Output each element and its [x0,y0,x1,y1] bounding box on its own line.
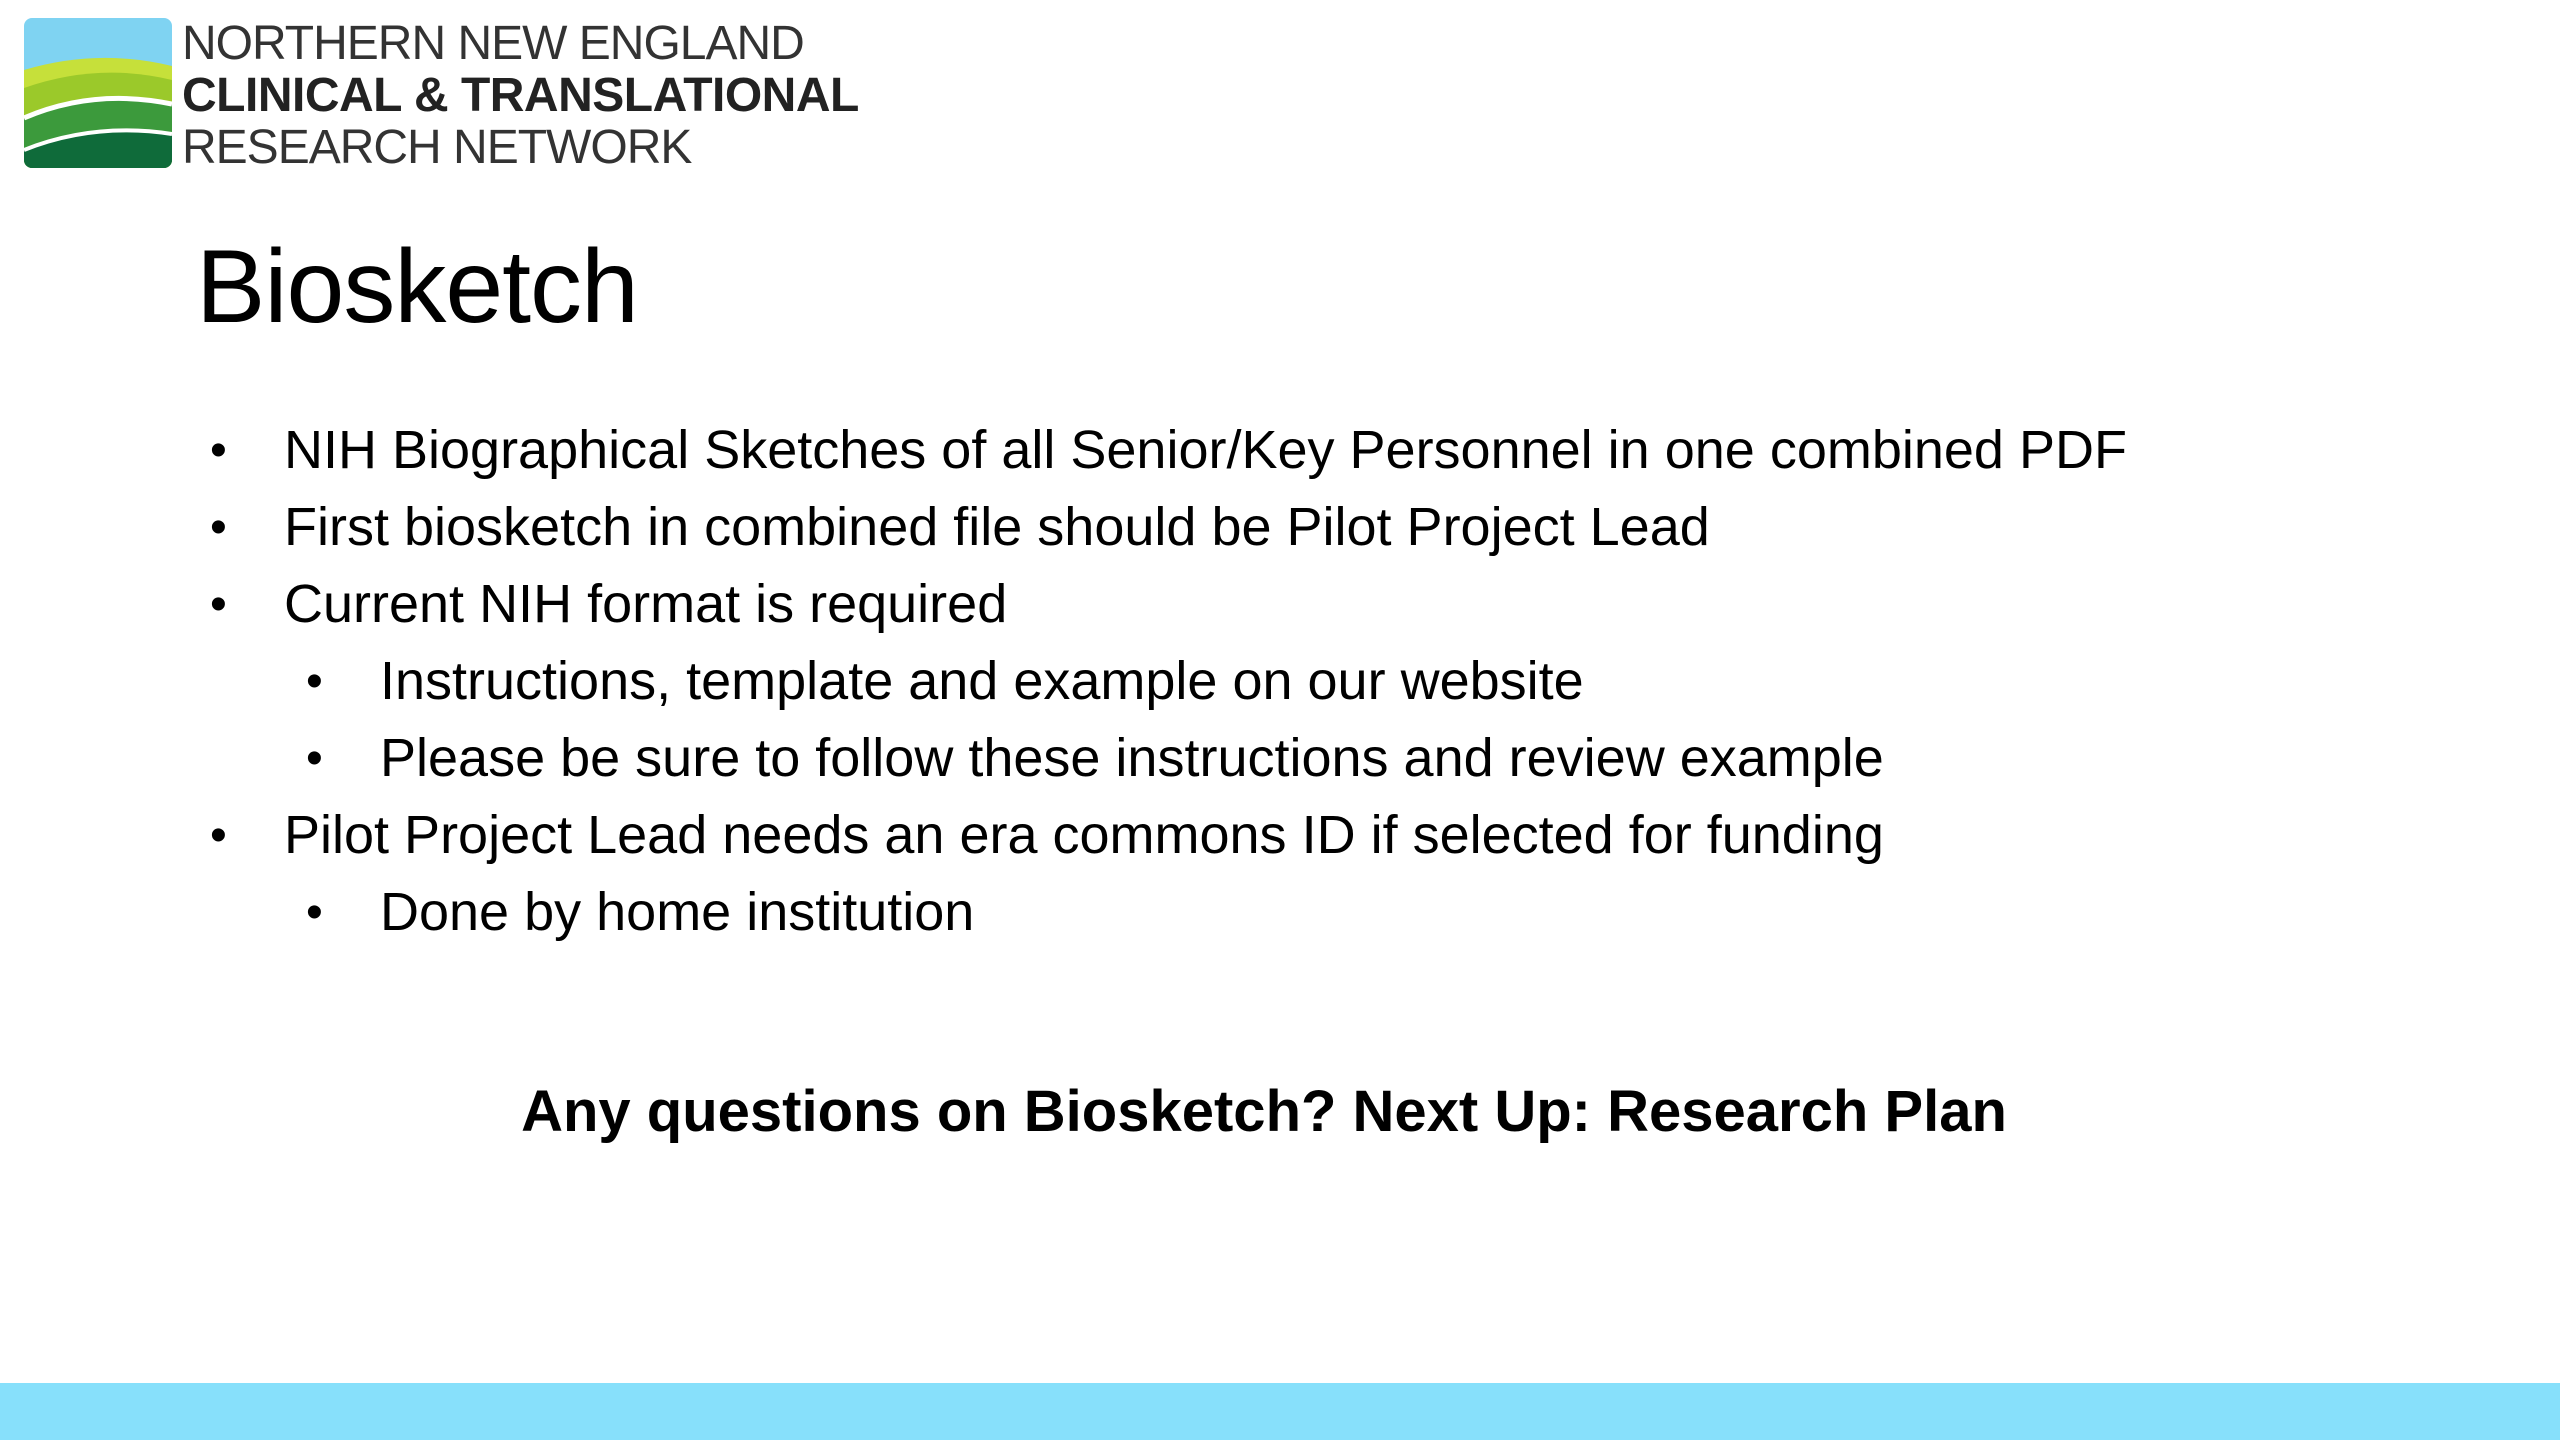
bullet-text: Current NIH format is required [284,574,1008,634]
bullet-item [200,412,2500,489]
bullet-text: Done by home institution [380,882,975,942]
bullet-list [200,412,2500,951]
bullet-dot: • [306,732,323,785]
bullet-item [200,797,2500,874]
logo-line-2: CLINICAL & TRANSLATIONAL [182,69,859,122]
logo-line-3: RESEARCH NETWORK [182,121,692,174]
nnecrn-logo [24,17,859,174]
bullet-dot: • [210,501,227,554]
bullet-text: Instructions, template and example on our website [380,651,1584,711]
slide-title: Biosketch [196,229,638,345]
sub-bullet-item [200,874,2500,951]
logo-mark-icon [24,18,172,168]
sub-bullet-item [200,643,2500,720]
bullet-dot: • [210,578,227,631]
logo-line-1: NORTHERN NEW ENGLAND [182,17,804,70]
footer-band [0,1383,2560,1440]
bullet-item [200,489,2500,566]
bullet-text: First biosketch in combined file should be Pilot Project Lead [284,497,1710,557]
bullet-text: Pilot Project Lead needs an era commons ID if selected for funding [284,805,1884,865]
bullet-dot: • [210,424,227,477]
bullet-dot: • [306,655,323,708]
bullet-dot: • [210,809,227,862]
bullet-text: NIH Biographical Sketches of all Senior/Key Personnel in one combined PDF [284,420,2127,480]
sub-bullet-item [200,720,2500,797]
closing-prompt: Any questions on Biosketch? Next Up: Research Plan [521,1079,2007,1144]
logo-wordmark [182,18,859,174]
bullet-item [200,566,2500,643]
bullet-text: Please be sure to follow these instructions and review example [380,728,1884,788]
bullet-dot: • [306,886,323,939]
